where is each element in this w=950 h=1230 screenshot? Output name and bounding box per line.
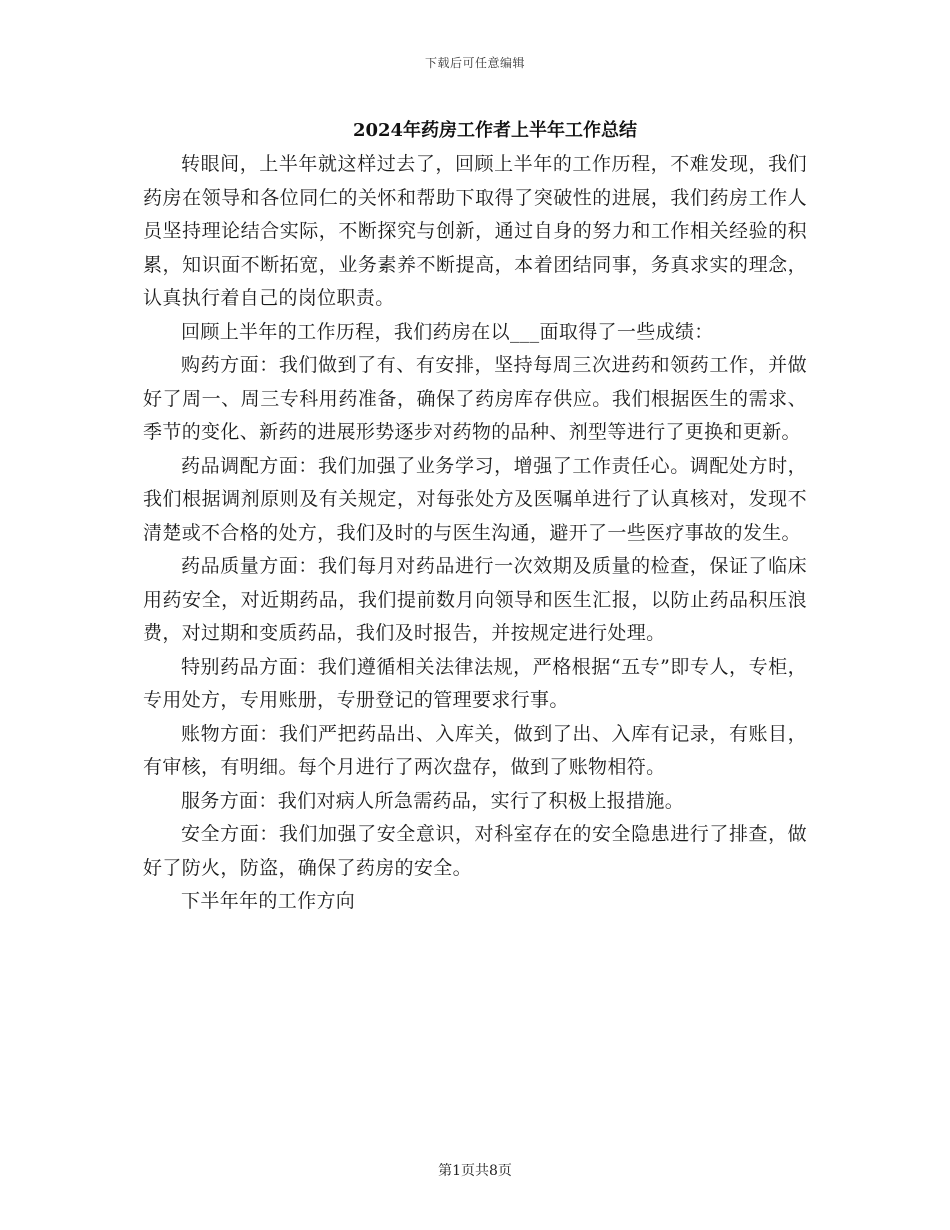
paragraph-intro: 转眼间，上半年就这样过去了，回顾上半年的工作历程，不难发现，我们药房在领导和各位同仁的关怀和帮助下取得了突破性的进展，我们药房工作人员坚持理论结合实际，不断探究与创新，通过自身的努力和工作相关经验的积累，知识面不断拓宽，业务素养不断提高，本着团结同事，务真求实的理念，认真执行着自己的岗位职责。 bbox=[143, 153, 807, 309]
paragraph-special-drugs: 特别药品方面：我们遵循相关法律法规，严格根据“五专”即专人，专柜，专用处方，专用账册，专册登记的管理要求行事。 bbox=[143, 655, 807, 711]
paragraph-review: 回顾上半年的工作历程，我们药房在以___面取得了一些成绩： bbox=[181, 320, 714, 343]
paragraph-next-half: 下半年年的工作方向 bbox=[181, 890, 356, 912]
document-body bbox=[143, 148, 807, 919]
page-number: 第1页共8页 bbox=[438, 1163, 512, 1179]
paragraph-safety: 安全方面：我们加强了安全意识，对科室存在的安全隐患进行了排查，做好了防火，防盗，确保了药房的安全。 bbox=[143, 823, 807, 879]
paragraph-dispensing: 药品调配方面：我们加强了业务学习，增强了工作责任心。调配处方时，我们根据调剂原则及有关规定，对每张处方及医嘱单进行了认真核对，发现不清楚或不合格的处方，我们及时的与医生沟通，避开了一些医疗事故的发生。 bbox=[143, 454, 807, 544]
paragraph-accounts: 账物方面：我们严把药品出、入库关，做到了出、入库有记录，有账目，有审核，有明细。每个月进行了两次盘存，做到了账物相符。 bbox=[143, 722, 807, 778]
paragraph-service: 服务方面：我们对病人所急需药品，实行了积极上报措施。 bbox=[181, 789, 685, 812]
paragraph-purchasing: 购药方面：我们做到了有、有安排，坚持每周三次进药和领药工作，并做好了周一、周三专科用药准备，确保了药房库存供应。我们根据医生的需求、季节的变化、新药的进展形势逐步对药物的品种、剂型等进行了更换和更新。 bbox=[143, 354, 807, 443]
paragraph-quality: 药品质量方面：我们每月对药品进行一次效期及质量的检查，保证了临床用药安全，对近期药品，我们提前数月向领导和医生汇报，以防止药品积压浪费，对过期和变质药品，我们及时报告，并按规定进行处理。 bbox=[143, 555, 807, 644]
document-title: 2024年药房工作者上半年工作总结 bbox=[352, 120, 638, 141]
header-note: 下载后可任意编辑 bbox=[424, 56, 525, 70]
